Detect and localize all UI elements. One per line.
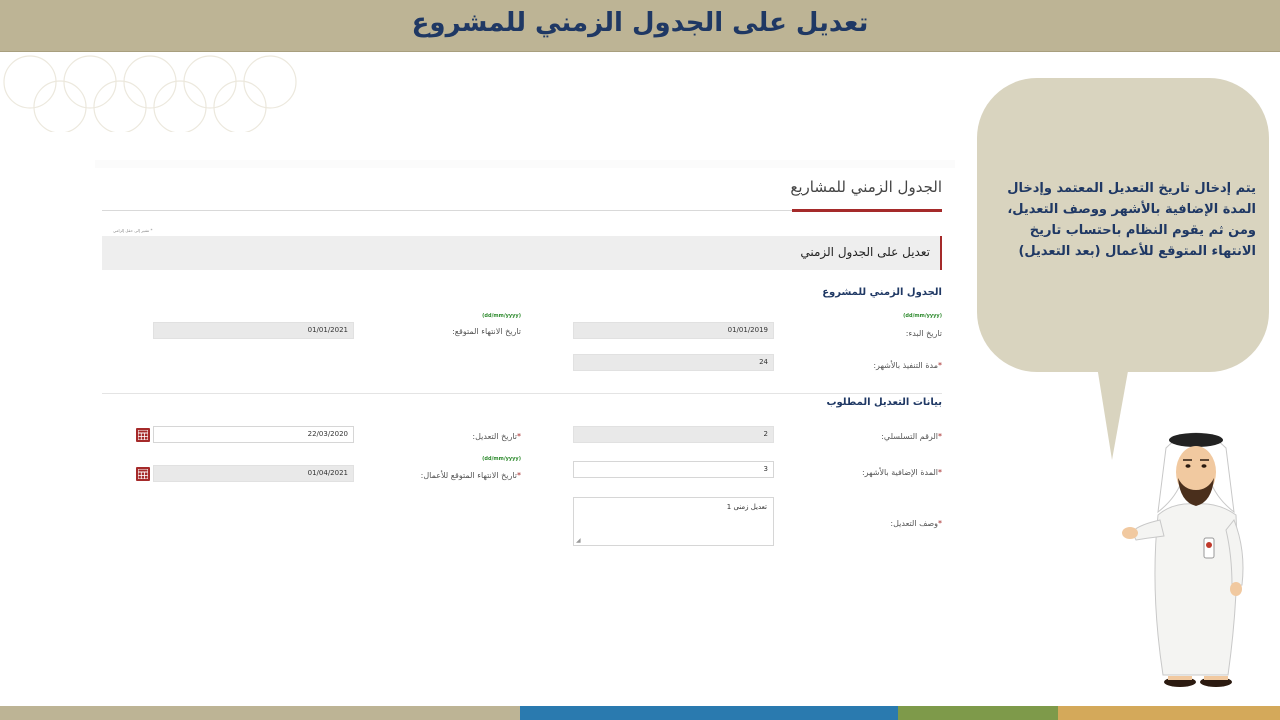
- duration-label: *مدة التنفيذ بالأشهر:: [873, 361, 942, 370]
- calendar-icon[interactable]: [136, 428, 150, 442]
- serial-number-field: 2: [573, 426, 774, 443]
- expected-end-field: 01/01/2021: [153, 322, 354, 339]
- slide-title: تعديل على الجدول الزمني للمشروع: [411, 8, 869, 38]
- section-header: [102, 236, 942, 270]
- start-date-label: تاريخ البدء:: [905, 329, 942, 338]
- new-expected-end-field: 01/04/2021: [153, 465, 354, 482]
- footer-stripe-beige: [0, 706, 520, 720]
- section-title: تعديل على الجدول الزمني: [800, 245, 930, 259]
- form-top-band: [95, 160, 955, 168]
- heading-accent-bar: [792, 209, 942, 212]
- group-divider: [102, 393, 942, 394]
- modification-date-label: *تاريخ التعديل:: [472, 432, 521, 441]
- modification-date-input[interactable]: 22/03/2020: [153, 426, 354, 443]
- description-label: *وصف التعديل:: [890, 519, 942, 528]
- extra-duration-input[interactable]: 3: [573, 461, 774, 478]
- description-textarea[interactable]: [573, 497, 774, 546]
- form-screenshot: [95, 160, 955, 560]
- title-bar: [0, 0, 1280, 52]
- description-value: تعديل زمنى 1: [726, 503, 767, 511]
- footer-stripe-blue: [520, 706, 898, 720]
- duration-field: 24: [573, 354, 774, 371]
- required-field-note: * تشير إلى حقل إلزامي: [113, 228, 153, 233]
- extra-duration-label: *المدة الإضافية بالأشهر:: [861, 468, 942, 477]
- expected-end-label: تاريخ الانتهاء المتوقع:: [452, 327, 521, 336]
- date-format-hint: (dd/mm/yyyy): [903, 313, 942, 319]
- serial-number-label: *الرقم التسلسلي:: [881, 432, 942, 441]
- date-format-hint: (dd/mm/yyyy): [482, 313, 521, 319]
- resize-grip-icon[interactable]: ◢: [576, 537, 581, 544]
- page-heading: الجدول الزمني للمشاريع: [790, 178, 942, 196]
- presenter-character-illustration: [1118, 420, 1268, 696]
- date-format-hint: (dd/mm/yyyy): [482, 456, 521, 462]
- footer-stripe-gold: [1058, 706, 1280, 720]
- decorative-pattern: [0, 52, 330, 132]
- start-date-field: 01/01/2019: [573, 322, 774, 339]
- calendar-icon[interactable]: [136, 467, 150, 481]
- speech-bubble-text: يتم إدخال تاريخ التعديل المعتمد وإدخال المدة الإضافية بالأشهر ووصف التعديل، ومن ثم يقوم النظام باحتساب تاريخ الانتهاء المتوقع للأعمال (بعد التعديل): [1007, 181, 1256, 259]
- footer-stripe-green: [898, 706, 1058, 720]
- group-title-modification-data: بيانات التعديل المطلوب: [826, 397, 942, 408]
- group-title-project-schedule: الجدول الزمني للمشروع: [822, 287, 942, 298]
- new-expected-end-label: *تاريخ الانتهاء المتوقع للأعمال:: [420, 471, 521, 480]
